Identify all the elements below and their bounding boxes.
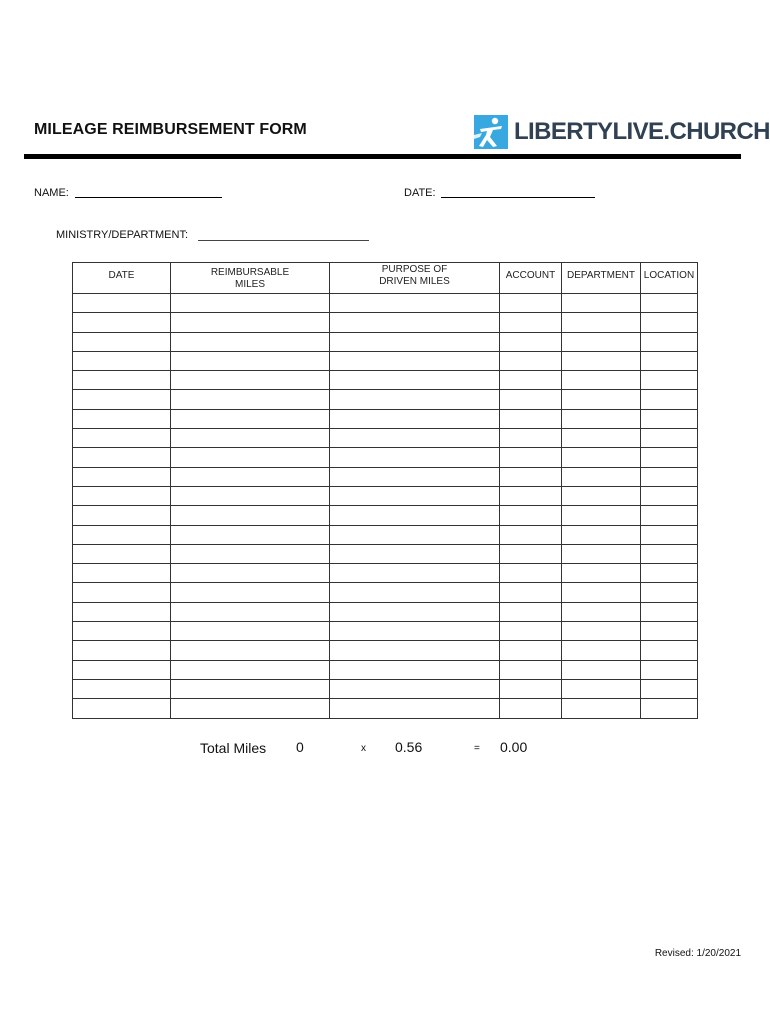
column-header-account: ACCOUNT [500,263,562,294]
cell-location[interactable] [641,294,698,313]
cell-date[interactable] [73,525,171,544]
cell-department[interactable] [562,641,641,660]
cell-location[interactable] [641,486,698,505]
table-row [73,294,698,313]
cell-purpose[interactable] [330,371,500,390]
cell-account[interactable] [500,390,562,409]
cell-date[interactable] [73,641,171,660]
cell-purpose[interactable] [330,583,500,602]
cell-purpose[interactable] [330,564,500,583]
cell-purpose[interactable] [330,332,500,351]
table-row [73,679,698,698]
cell-account[interactable] [500,564,562,583]
cell-account[interactable] [500,506,562,525]
cell-location[interactable] [641,390,698,409]
cell-location[interactable] [641,448,698,467]
cell-date[interactable] [73,409,171,428]
cell-reimbursable-miles[interactable] [171,506,330,525]
table-row [73,699,698,718]
cell-reimbursable-miles[interactable] [171,429,330,448]
table-row [73,390,698,409]
cell-department[interactable] [562,525,641,544]
cell-department[interactable] [562,699,641,718]
cell-account[interactable] [500,371,562,390]
cell-purpose[interactable] [330,294,500,313]
cell-purpose[interactable] [330,409,500,428]
cell-date[interactable] [73,679,171,698]
cell-account[interactable] [500,332,562,351]
mileage-rate-value: 0.56 [395,739,423,755]
cell-account[interactable] [500,583,562,602]
cell-department[interactable] [562,544,641,563]
cell-location[interactable] [641,351,698,370]
logo-wordmark: LIBERTYLIVE.CHURCH [514,118,770,145]
cell-purpose[interactable] [330,486,500,505]
total-miles-label: Total Miles [200,740,267,756]
cell-account[interactable] [500,467,562,486]
cell-account[interactable] [500,486,562,505]
cell-date[interactable] [73,660,171,679]
table-row [73,544,698,563]
cell-date[interactable] [73,486,171,505]
column-header-reimbursable-miles: REIMBURSABLE MILES [171,263,330,294]
table-row [73,564,698,583]
reimbursement-amount-value: 0.00 [500,739,528,755]
cell-purpose[interactable] [330,641,500,660]
libertylive-figure-logo-icon [474,115,508,149]
cell-department[interactable] [562,294,641,313]
cell-location[interactable] [641,544,698,563]
date-field[interactable] [441,197,595,198]
cell-purpose[interactable] [330,699,500,718]
cell-date[interactable] [73,506,171,525]
table-row [73,486,698,505]
table-row [73,429,698,448]
cell-purpose[interactable] [330,679,500,698]
cell-location[interactable] [641,679,698,698]
cell-purpose[interactable] [330,525,500,544]
cell-department[interactable] [562,583,641,602]
cell-location[interactable] [641,371,698,390]
cell-purpose[interactable] [330,622,500,641]
column-header-date: DATE [73,263,171,294]
table-row [73,583,698,602]
cell-reimbursable-miles[interactable] [171,679,330,698]
cell-department[interactable] [562,564,641,583]
cell-purpose[interactable] [330,448,500,467]
cell-location[interactable] [641,602,698,621]
cell-account[interactable] [500,313,562,332]
cell-account[interactable] [500,351,562,370]
cell-purpose[interactable] [330,429,500,448]
cell-date[interactable] [73,313,171,332]
cell-date[interactable] [73,544,171,563]
cell-purpose[interactable] [330,544,500,563]
cell-date[interactable] [73,564,171,583]
cell-account[interactable] [500,448,562,467]
cell-reimbursable-miles[interactable] [171,294,330,313]
cell-account[interactable] [500,602,562,621]
cell-reimbursable-miles[interactable] [171,699,330,718]
cell-date[interactable] [73,332,171,351]
cell-purpose[interactable] [330,390,500,409]
cell-location[interactable] [641,467,698,486]
cell-department[interactable] [562,660,641,679]
table-row [73,641,698,660]
cell-account[interactable] [500,429,562,448]
cell-account[interactable] [500,660,562,679]
cell-location[interactable] [641,506,698,525]
cell-department[interactable] [562,332,641,351]
table-row [73,525,698,544]
cell-reimbursable-miles[interactable] [171,660,330,679]
cell-department[interactable] [562,313,641,332]
ministry-department-field[interactable] [198,240,369,241]
cell-purpose[interactable] [330,467,500,486]
cell-reimbursable-miles[interactable] [171,641,330,660]
cell-purpose[interactable] [330,351,500,370]
cell-department[interactable] [562,506,641,525]
name-field[interactable] [75,197,222,198]
cell-date[interactable] [73,699,171,718]
cell-department[interactable] [562,429,641,448]
cell-department[interactable] [562,371,641,390]
cell-date[interactable] [73,602,171,621]
cell-account[interactable] [500,544,562,563]
cell-location[interactable] [641,313,698,332]
cell-department[interactable] [562,467,641,486]
column-header-purpose: PURPOSE OF DRIVEN MILES [330,263,500,294]
column-header-department: DEPARTMENT [562,263,641,294]
table-row [73,467,698,486]
date-label: DATE: [404,187,436,199]
cell-date[interactable] [73,622,171,641]
cell-account[interactable] [500,622,562,641]
cell-department[interactable] [562,486,641,505]
cell-location[interactable] [641,660,698,679]
form-title: MILEAGE REIMBURSEMENT FORM [34,121,307,138]
total-miles-value: 0 [296,739,304,755]
table-header-row [73,263,698,294]
cell-date[interactable] [73,429,171,448]
cell-date[interactable] [73,467,171,486]
cell-department[interactable] [562,448,641,467]
cell-location[interactable] [641,409,698,428]
cell-reimbursable-miles[interactable] [171,602,330,621]
table-row [73,448,698,467]
cell-location[interactable] [641,641,698,660]
cell-date[interactable] [73,294,171,313]
table-row [73,409,698,428]
multiply-sign: x [361,743,366,754]
column-header-location: LOCATION [641,263,698,294]
cell-location[interactable] [641,622,698,641]
table-row [73,351,698,370]
cell-reimbursable-miles[interactable] [171,622,330,641]
cell-location[interactable] [641,583,698,602]
cell-date[interactable] [73,448,171,467]
cell-reimbursable-miles[interactable] [171,351,330,370]
cell-reimbursable-miles[interactable] [171,583,330,602]
cell-account[interactable] [500,679,562,698]
cell-location[interactable] [641,429,698,448]
cell-location[interactable] [641,332,698,351]
table-row [73,660,698,679]
cell-reimbursable-miles[interactable] [171,313,330,332]
table-row [73,371,698,390]
cell-date[interactable] [73,390,171,409]
cell-reimbursable-miles[interactable] [171,448,330,467]
cell-date[interactable] [73,371,171,390]
cell-reimbursable-miles[interactable] [171,486,330,505]
header-divider [24,154,741,159]
ministry-department-label: MINISTRY/DEPARTMENT: [56,229,189,241]
cell-purpose[interactable] [330,506,500,525]
table-row [73,622,698,641]
cell-purpose[interactable] [330,602,500,621]
mileage-log-table [72,262,698,719]
cell-location[interactable] [641,699,698,718]
cell-account[interactable] [500,294,562,313]
cell-reimbursable-miles[interactable] [171,525,330,544]
table-row [73,602,698,621]
cell-purpose[interactable] [330,313,500,332]
cell-date[interactable] [73,583,171,602]
cell-location[interactable] [641,525,698,544]
cell-department[interactable] [562,622,641,641]
cell-account[interactable] [500,525,562,544]
cell-date[interactable] [73,351,171,370]
table-row [73,313,698,332]
cell-account[interactable] [500,699,562,718]
cell-department[interactable] [562,351,641,370]
revised-date: Revised: 1/20/2021 [654,948,741,959]
table-row [73,506,698,525]
church-logo [474,114,770,150]
cell-department[interactable] [562,390,641,409]
cell-reimbursable-miles[interactable] [171,544,330,563]
cell-reimbursable-miles[interactable] [171,332,330,351]
cell-department[interactable] [562,602,641,621]
cell-account[interactable] [500,409,562,428]
cell-department[interactable] [562,679,641,698]
cell-account[interactable] [500,641,562,660]
cell-department[interactable] [562,409,641,428]
cell-reimbursable-miles[interactable] [171,390,330,409]
cell-reimbursable-miles[interactable] [171,564,330,583]
cell-reimbursable-miles[interactable] [171,371,330,390]
cell-reimbursable-miles[interactable] [171,409,330,428]
name-label: NAME: [34,187,69,199]
cell-location[interactable] [641,564,698,583]
table-row [73,332,698,351]
cell-purpose[interactable] [330,660,500,679]
equals-sign: = [474,743,480,754]
cell-reimbursable-miles[interactable] [171,467,330,486]
